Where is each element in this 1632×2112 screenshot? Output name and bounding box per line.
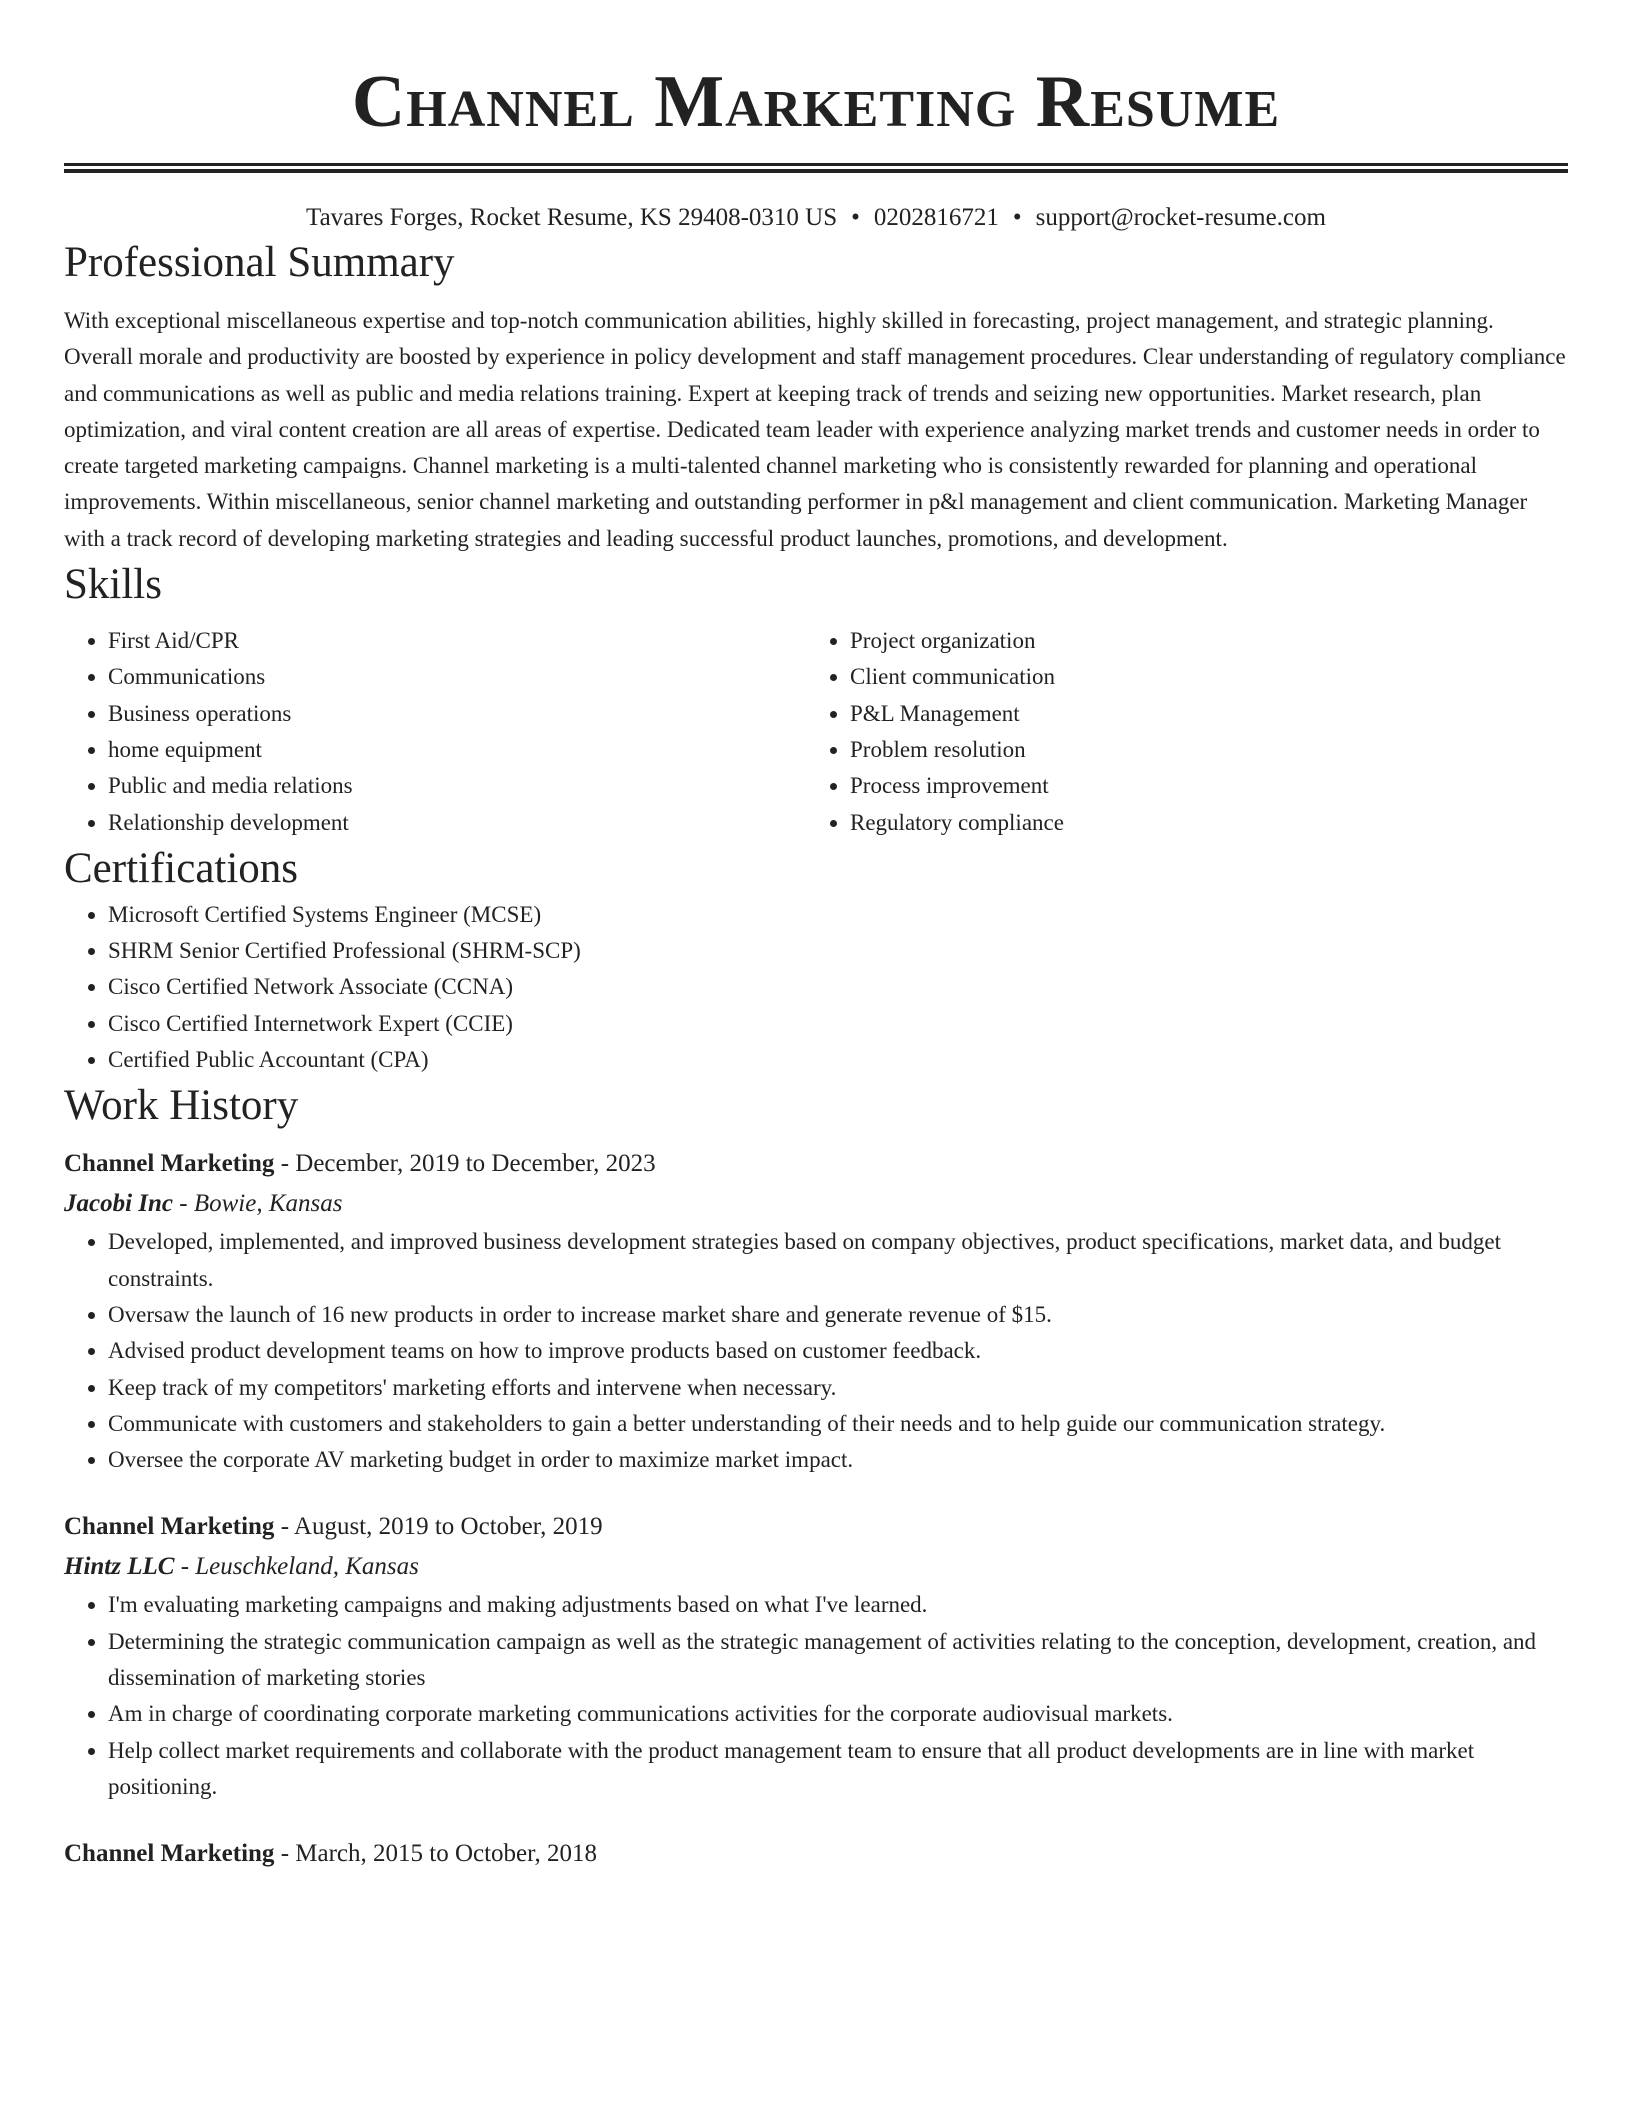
certifications-list bbox=[64, 897, 1568, 1078]
job-company-line bbox=[64, 1184, 1568, 1224]
summary-heading: Professional Summary bbox=[64, 239, 455, 286]
job-duty: • Developed, implemented, and improved business development strategies based on company objectives, product specifications, market data, and budget constraints. bbox=[108, 1224, 1568, 1297]
skill-item: • home equipment bbox=[108, 732, 806, 768]
skill-item: • Business operations bbox=[108, 696, 806, 732]
job-duty: • Oversee the corporate AV marketing budget in order to maximize market impact. bbox=[108, 1442, 1568, 1478]
job-duty: • Oversaw the launch of 16 new products in order to increase market share and generate revenue of $15. bbox=[108, 1297, 1568, 1333]
resume-title: Channel Marketing Resume bbox=[351, 61, 1281, 143]
skills-list bbox=[64, 623, 1568, 841]
work-history-heading: Work History bbox=[64, 1082, 299, 1130]
skill-item: • Client communication bbox=[850, 659, 1548, 695]
job-dates: - December, 2019 to December, 2023 bbox=[274, 1150, 656, 1178]
skills-heading: Skills bbox=[64, 561, 162, 609]
job-role: Channel Marketing bbox=[64, 1513, 275, 1541]
job-duty: • I'm evaluating marketing campaigns and making adjustments based on what I've learned. bbox=[108, 1587, 1568, 1623]
skill-item: • Process improvement bbox=[850, 768, 1548, 804]
certifications-heading: Certifications bbox=[64, 844, 299, 892]
skill-item: • Problem resolution bbox=[850, 732, 1548, 768]
contact-separator: • bbox=[1012, 204, 1022, 231]
job-company: Jacobi Inc bbox=[64, 1190, 174, 1218]
skill-item: • Public and media relations bbox=[108, 768, 806, 804]
job-duty: • Advised product development teams on how to improve products based on customer feedback. bbox=[108, 1333, 1568, 1369]
job-header bbox=[64, 1834, 1568, 1874]
contact-email[interactable]: support@rocket-resume.com bbox=[1035, 204, 1326, 231]
job-role: Channel Marketing bbox=[64, 1840, 275, 1868]
certification-item: • Microsoft Certified Systems Engineer (MCSE) bbox=[108, 897, 1568, 933]
job-duty: • Communicate with customers and stakeholders to gain a better understanding of their needs and to help guide our communication strategy. bbox=[108, 1406, 1568, 1442]
contact-phone: 0202816721 bbox=[873, 204, 999, 231]
job-dates: - March, 2015 to October, 2018 bbox=[274, 1840, 597, 1868]
title-divider bbox=[64, 163, 1568, 173]
job-role: Channel Marketing bbox=[64, 1150, 275, 1178]
job-entry bbox=[64, 1144, 1568, 1478]
skill-item: • Communications bbox=[108, 659, 806, 695]
job-duty: • Help collect market requirements and collaborate with the product management team to ensure that all product developments are in line with market positioning. bbox=[108, 1733, 1568, 1806]
certification-item: • Certified Public Accountant (CPA) bbox=[108, 1042, 1568, 1078]
contact-address: Tavares Forges, Rocket Resume, KS 29408-0310 US bbox=[306, 204, 838, 231]
skill-item: • First Aid/CPR bbox=[108, 623, 806, 659]
job-entry bbox=[64, 1507, 1568, 1805]
job-header bbox=[64, 1507, 1568, 1547]
contact-line bbox=[64, 201, 1568, 235]
certification-item: • SHRM Senior Certified Professional (SHRM-SCP) bbox=[108, 933, 1568, 969]
job-duty: • Keep track of my competitors' marketing efforts and intervene when necessary. bbox=[108, 1370, 1568, 1406]
skill-item: • Regulatory compliance bbox=[850, 805, 1548, 841]
job-duties bbox=[64, 1224, 1568, 1478]
contact-separator: • bbox=[851, 204, 860, 231]
job-duties bbox=[64, 1587, 1568, 1805]
job-company-line bbox=[64, 1547, 1568, 1587]
job-entry bbox=[64, 1834, 1568, 1874]
certification-item: • Cisco Certified Internetwork Expert (CCIE) bbox=[108, 1006, 1568, 1042]
skill-item: • Relationship development bbox=[108, 805, 806, 841]
skills-column-left bbox=[64, 623, 806, 841]
skill-item: • P&L Management bbox=[850, 696, 1548, 732]
job-duty: • Determining the strategic communication campaign as well as the strategic management of activities relating to the conception, development, creation, and dissemination of marketing stories bbox=[108, 1624, 1568, 1697]
job-header bbox=[64, 1144, 1568, 1184]
job-location: - Bowie, Kansas bbox=[173, 1190, 343, 1218]
skills-column-right bbox=[806, 623, 1548, 841]
job-dates: - August, 2019 to October, 2019 bbox=[274, 1513, 603, 1541]
skill-item: • Project organization bbox=[850, 623, 1548, 659]
certification-item: • Cisco Certified Network Associate (CCNA) bbox=[108, 969, 1568, 1005]
job-company: Hintz LLC bbox=[64, 1553, 175, 1581]
job-duty: • Am in charge of coordinating corporate marketing communications activities for the corporate audiovisual markets. bbox=[108, 1696, 1568, 1732]
summary-text: With exceptional miscellaneous expertise and top-notch communication abilities, highly skilled in forecasting, project management, and strategic planning. Overall morale and productivity are boosted by experience in policy development and staff management procedures. Clear understanding of regulatory compliance and communications as well as public and media relations training. Expert at keeping track of trends and seizing new opportunities. Market research, plan optimization, and viral content creation are all areas of expertise. Dedicated team leader with experience analyzing market trends and customer needs in order to create targeted marketing campaigns. Channel marketing is a multi-talented channel marketing who is consistently rewarded for planning and operational improvements. Within miscellaneous, senior channel marketing and outstanding performer in p&l management and client communication. Marketing Manager with a track record of developing marketing strategies and leading successful product launches, promotions, and development. bbox=[64, 308, 1566, 551]
job-location: - Leuschkeland, Kansas bbox=[174, 1553, 419, 1581]
